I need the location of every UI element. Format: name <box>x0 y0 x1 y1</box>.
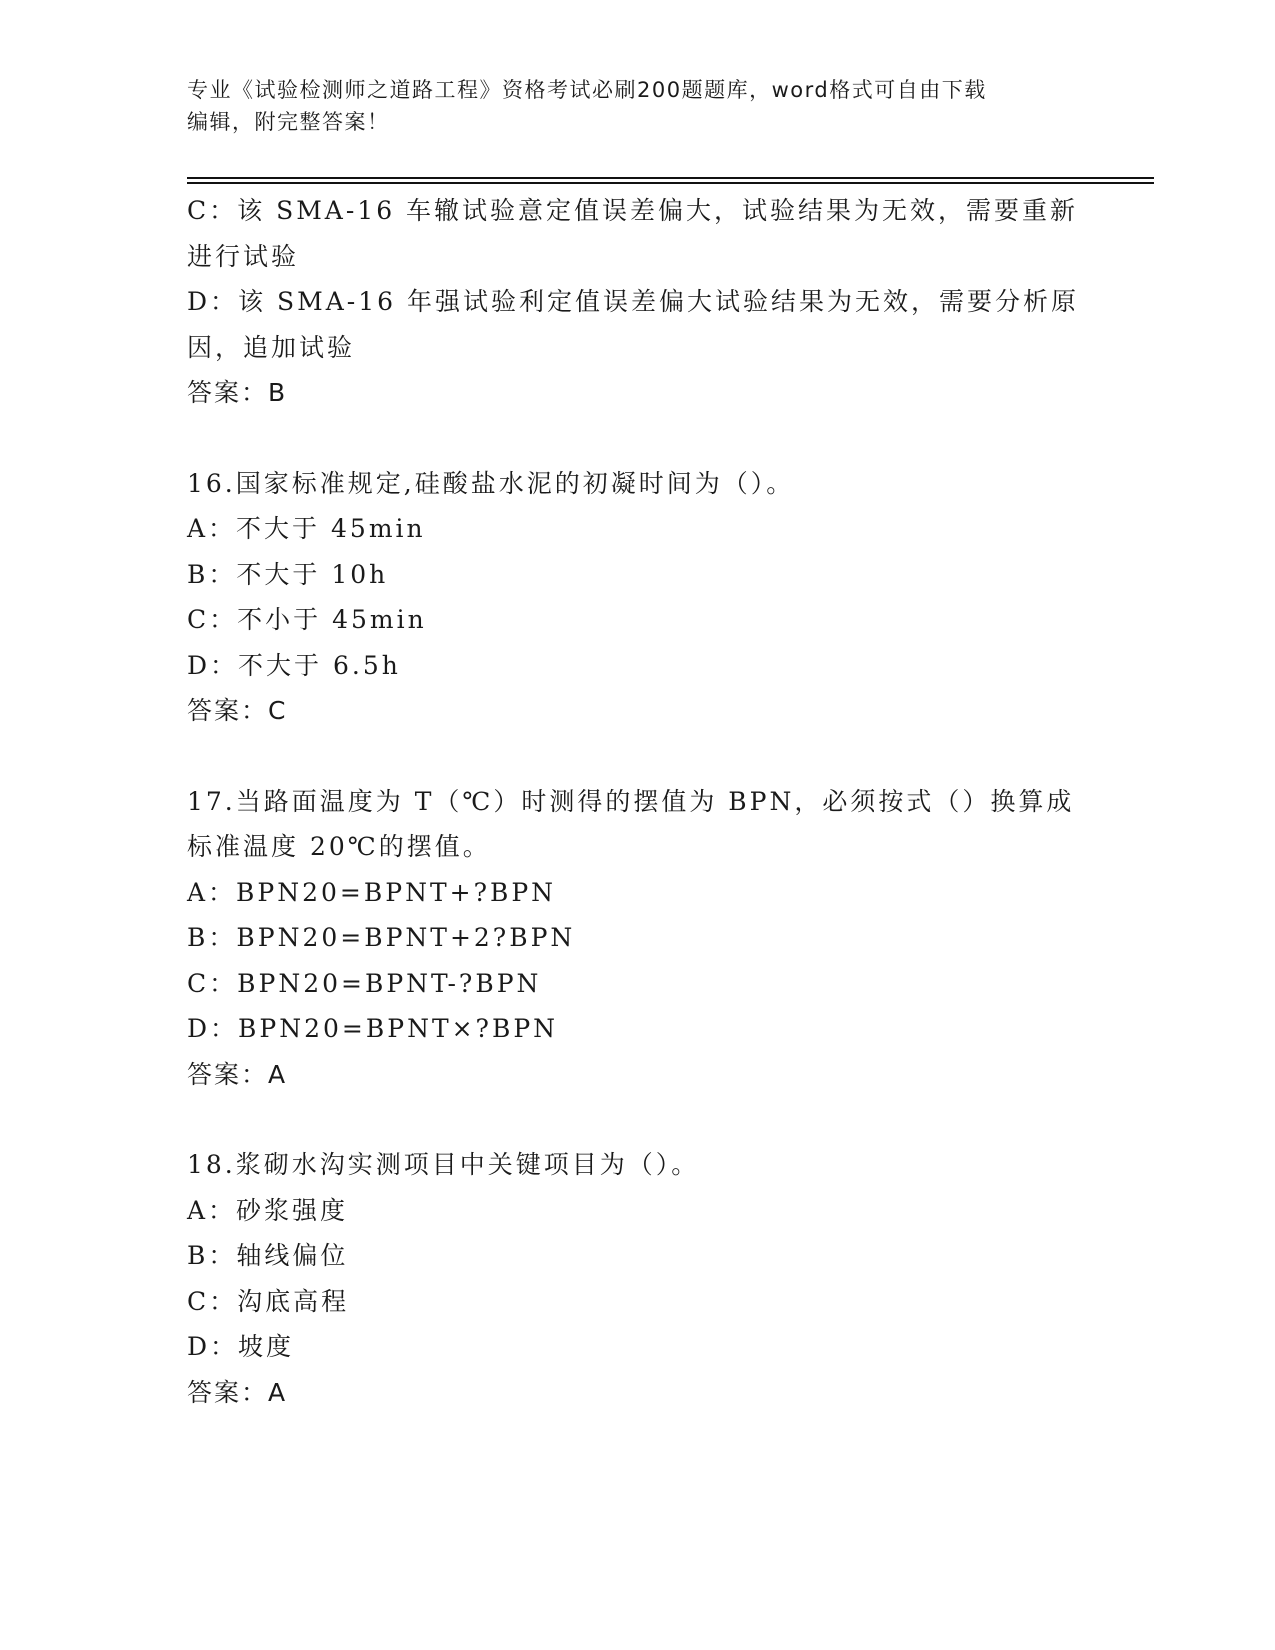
option-c: C：不小于 45min <box>187 605 427 634</box>
option-c-line-2: 进行试验 <box>187 241 300 271</box>
answer-line: 答案：C <box>187 696 288 725</box>
option-b: B：不大于 10h <box>187 559 389 589</box>
question-stem-line-1: 17.当路面温度为 T（℃）时测得的摆值为 BPN，必须按式（）换算成 <box>187 786 1075 816</box>
answer-line: 答案：B <box>187 378 288 407</box>
question-stem: 18.浆砌水沟实测项目中关键项目为（）。 <box>187 1150 700 1179</box>
answer-line: 答案：A <box>187 1059 288 1089</box>
header-line-2: 编辑，附完整答案！ <box>187 110 390 134</box>
question-16 <box>187 461 1067 734</box>
question-stem-line-2: 标准温度 20℃的摆值。 <box>187 832 491 861</box>
question-17 <box>187 779 1075 1098</box>
answer-line: 答案：A <box>187 1377 288 1407</box>
option-a: A：砂浆强度 <box>187 1195 349 1225</box>
option-c-line-1: C：该 SMA-16 车辙试验意定值误差偏大，试验结果为无效，需要重新 <box>187 196 1079 225</box>
option-d: D：坡度 <box>187 1332 295 1361</box>
option-d-line-1: D：该 SMA-16 年强试验利定值误差偏大试验结果为无效，需要分析原 <box>187 287 1079 316</box>
option-d-line-2: 因，追加试验 <box>187 332 356 362</box>
question-15-continued <box>187 188 1079 416</box>
header-divider-top <box>187 177 1154 179</box>
document-header <box>187 74 1077 138</box>
question-list <box>187 188 1079 1415</box>
option-c: C：沟底高程 <box>187 1286 350 1316</box>
option-c: C：BPN20=BPNT-?BPN <box>187 968 542 998</box>
option-d: D：不大于 6.5h <box>187 650 401 680</box>
option-b: B：BPN20=BPNT+2?BPN <box>187 923 576 952</box>
header-divider-bottom <box>187 182 1154 184</box>
question-18 <box>187 1142 1067 1415</box>
header-line-1: 专业《试验检测师之道路工程》资格考试必刷200题题库，word格式可自由下载 <box>187 78 987 102</box>
question-stem: 16.国家标准规定,硅酸盐水泥的初凝时间为（）。 <box>187 468 795 498</box>
option-a: A：不大于 45min <box>187 514 426 543</box>
option-a: A：BPN20=BPNT+?BPN <box>187 877 557 907</box>
option-b: B：轴线偏位 <box>187 1241 349 1270</box>
option-d: D：BPN20=BPNT×?BPN <box>187 1014 559 1043</box>
